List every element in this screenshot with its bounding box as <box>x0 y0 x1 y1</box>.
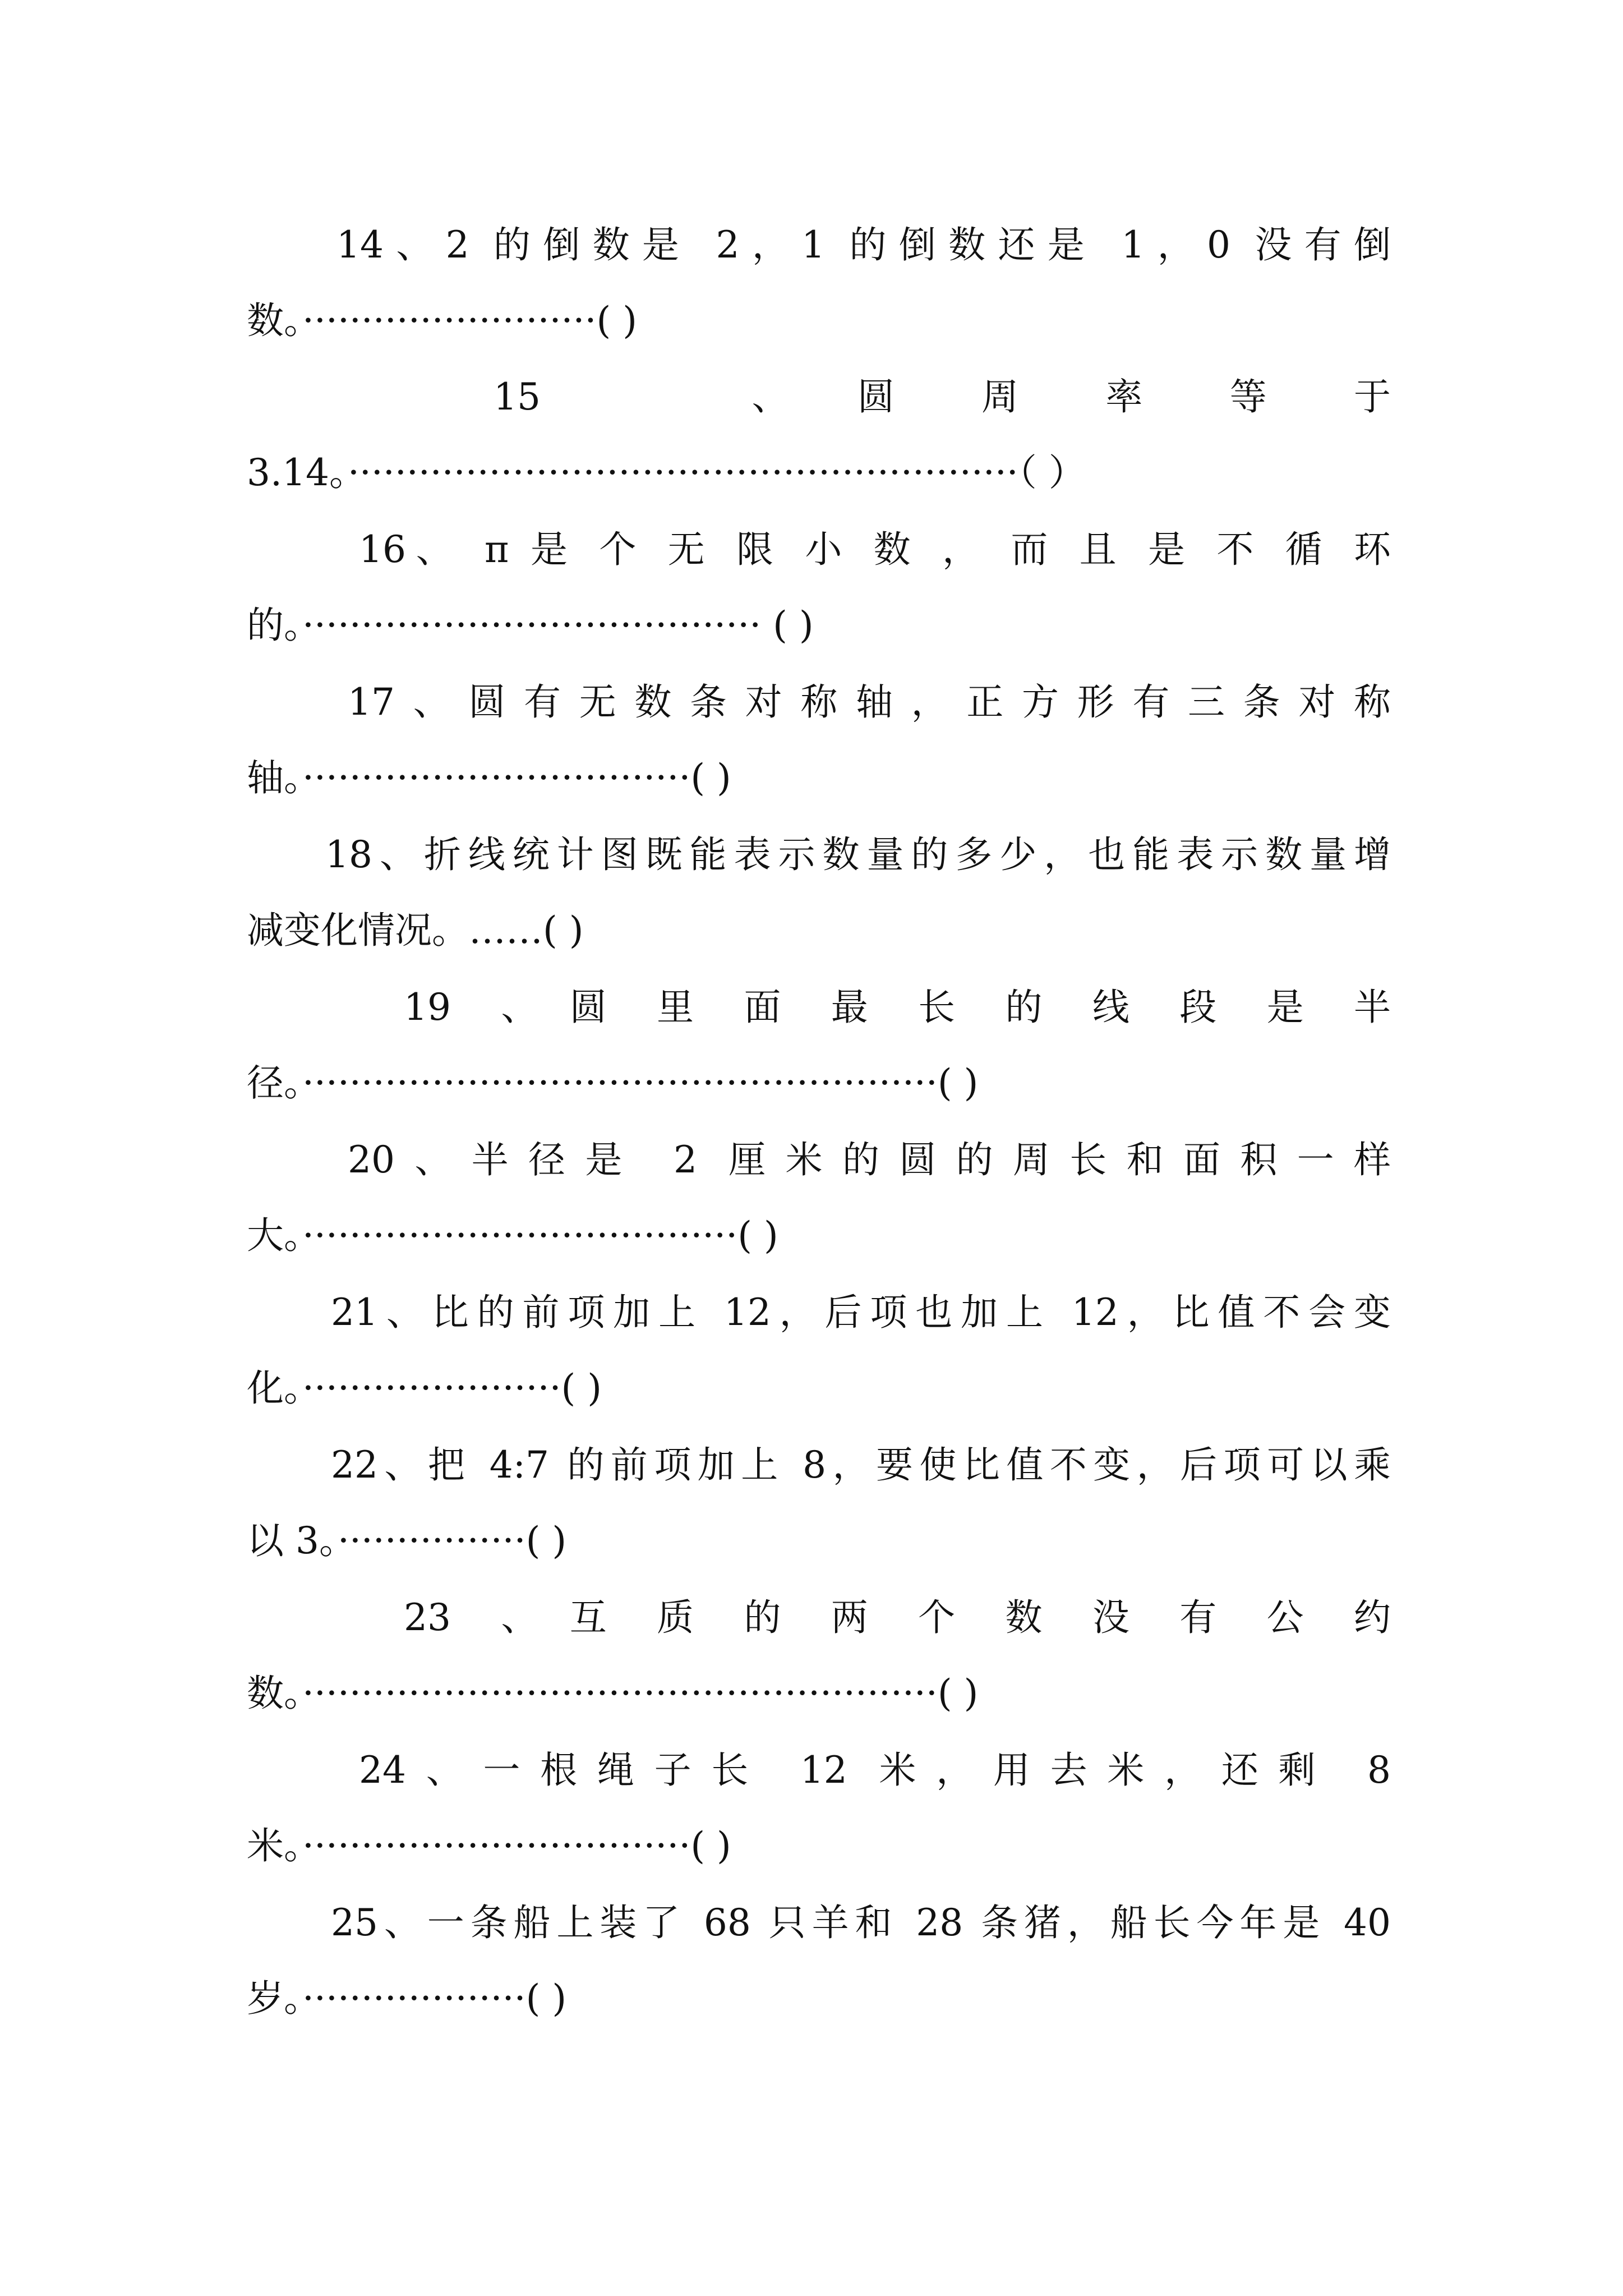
item-25-line-2: 岁。···················( ) <box>247 1977 567 2020</box>
item-16-line-2: 的。······································· ( ) <box>247 604 814 647</box>
item-23-line-2: 数。······················································( ) <box>247 1672 979 1715</box>
item-20-line-1: 20、半径是 2 厘米的圆的周长和面积一样 <box>348 1138 1391 1181</box>
item-19-line-2: 径。······················································( ) <box>247 1061 979 1105</box>
item-24-line-1: 24、一根绳子长 12 米，用去米，还剩 8 <box>359 1749 1391 1792</box>
item-15-line-2: 3.14。·························································（ ） <box>247 451 1086 494</box>
item-25-line-1: 25、一条船上装了 68 只羊和 28 条猪，船长今年是 40 <box>331 1901 1391 1944</box>
item-19-line-1: 19 、 圆 里 面 最 长 的 线 段 是 半 <box>404 986 1391 1029</box>
item-20-line-2: 大。·····································( ) <box>247 1214 778 1257</box>
item-22-line-1: 22、把 4:7 的前项加上 8，要使比值不变，后项可以乘 <box>331 1443 1391 1487</box>
item-17-line-1: 17、圆有无数条对称轴，正方形有三条对称 <box>348 680 1391 724</box>
item-16-line-1: 16、 π 是 个 无 限 小 数 ， 而 且 是 不 循 环 <box>359 528 1391 571</box>
item-18-line-2: 减变化情况。……( ) <box>247 909 584 952</box>
item-21-line-1: 21、比的前项加上 12，后项也加上 12，比值不会变 <box>331 1291 1391 1334</box>
item-15-line-1: 15 、 圆 周 率 等 于 <box>494 375 1391 418</box>
item-24-line-2: 米。·································( ) <box>247 1824 731 1867</box>
item-23-line-1: 23 、 互 质 的 两 个 数 没 有 公 约 <box>404 1596 1391 1639</box>
item-22-line-2: 以 3。················( ) <box>247 1519 567 1562</box>
item-14-line-1: 14、2 的倒数是 2，1 的倒数还是 1，0 没有倒 <box>336 223 1391 266</box>
item-17-line-2: 轴。·································( ) <box>247 756 731 799</box>
item-18-line-1: 18、折线统计图既能表示数量的多少，也能表示数量增 <box>325 833 1391 876</box>
item-14-line-2: 数。·························( ) <box>247 299 637 342</box>
item-21-line-2: 化。······················( ) <box>247 1366 602 1410</box>
